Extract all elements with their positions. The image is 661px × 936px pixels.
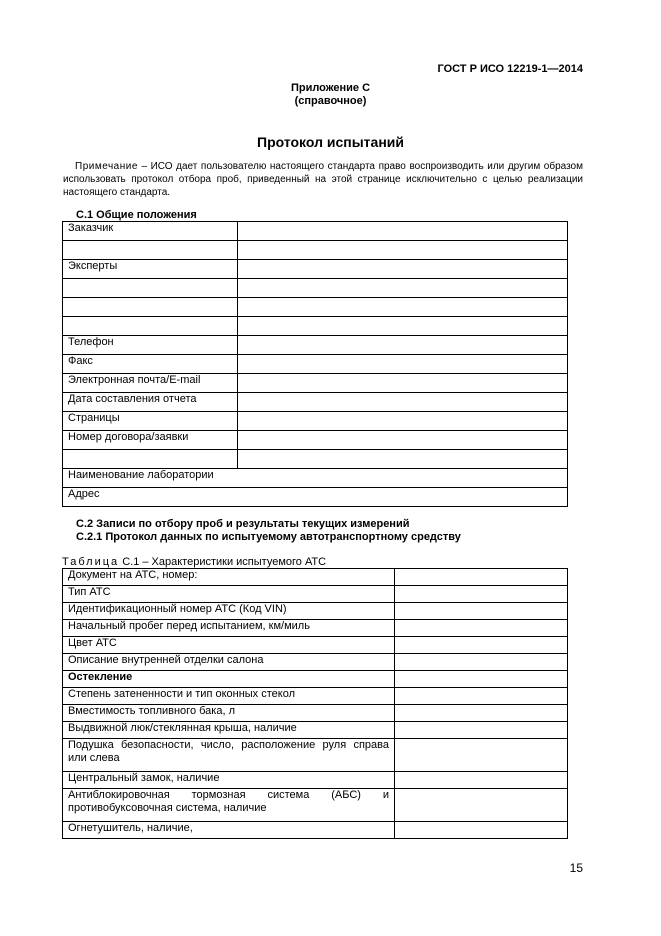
field-value-cell[interactable] (238, 222, 568, 241)
field-label: Эксперты (63, 260, 238, 279)
field-label: Заказчик (63, 222, 238, 241)
characteristic-value-cell[interactable] (395, 637, 568, 654)
table-row (63, 671, 568, 688)
characteristic-label: Вместимость топливного бака, л (63, 705, 395, 722)
table-row (63, 654, 568, 671)
characteristic-label: Антиблокировочная тормозная система (АБС) и противобуксовочная система, наличие (63, 789, 395, 822)
characteristic-value-cell[interactable] (395, 654, 568, 671)
field-label: Адрес (63, 488, 568, 507)
table-row (63, 569, 568, 586)
characteristic-label: Начальный пробег перед испытанием, км/миль (63, 620, 395, 637)
characteristic-value-cell[interactable] (395, 569, 568, 586)
field-label: Страницы (63, 412, 238, 431)
table-row (63, 412, 568, 431)
vehicle-characteristics-table (62, 568, 568, 839)
characteristic-label: Остекление (63, 671, 395, 688)
field-value-cell[interactable] (238, 355, 568, 374)
characteristic-label: Огнетушитель, наличие, (63, 822, 395, 839)
table-caption-text: С.1 – Характеристики испытуемого АТС (119, 556, 327, 568)
table-row (63, 336, 568, 355)
table-row (63, 241, 568, 260)
table-row (63, 355, 568, 374)
characteristic-label: Степень затененности и тип оконных стекол (63, 688, 395, 705)
field-label: Номер договора/заявки (63, 431, 238, 450)
field-label (63, 241, 238, 260)
note-text: – ИСО дает пользователю настоящего стандарта право воспроизводить или другим образом использовать протокол отбора проб, приведенный на этой странице исключительно с целью реализации настоящего стандарта. (63, 161, 583, 198)
table-row (63, 739, 568, 772)
characteristic-value-cell[interactable] (395, 586, 568, 603)
table-row (63, 393, 568, 412)
table-row (63, 431, 568, 450)
table-row (63, 488, 568, 507)
field-value-cell[interactable] (238, 336, 568, 355)
appendix-title: Приложение С (290, 82, 371, 94)
table-row (63, 603, 568, 620)
field-label (63, 317, 238, 336)
characteristic-value-cell[interactable] (395, 671, 568, 688)
table-row (63, 586, 568, 603)
field-label (63, 450, 238, 469)
table-row (63, 222, 568, 241)
table-row (63, 279, 568, 298)
section-2-title: С.2 Записи по отбору проб и результаты текущих измерений (76, 518, 410, 530)
section-2-1-title: С.2.1 Протокол данных по испытуемому автотранспортному средству (76, 531, 461, 543)
table-row (63, 469, 568, 488)
appendix-subtitle: (справочное) (294, 95, 367, 107)
characteristic-label: Центральный замок, наличие (63, 772, 395, 789)
characteristic-label: Тип АТС (63, 586, 395, 603)
note-paragraph (63, 160, 583, 199)
note-label: Примечание (75, 161, 138, 172)
field-value-cell[interactable] (238, 241, 568, 260)
table-row (63, 260, 568, 279)
field-value-cell[interactable] (238, 260, 568, 279)
page-number: 15 (569, 861, 583, 875)
table-row (63, 705, 568, 722)
characteristic-value-cell[interactable] (395, 822, 568, 839)
characteristic-value-cell[interactable] (395, 705, 568, 722)
characteristic-value-cell[interactable] (395, 603, 568, 620)
field-label: Факс (63, 355, 238, 374)
table-row (63, 374, 568, 393)
field-label: Наименование лаборатории (63, 469, 568, 488)
characteristic-value-cell[interactable] (395, 688, 568, 705)
characteristic-value-cell[interactable] (395, 739, 568, 772)
characteristic-value-cell[interactable] (395, 789, 568, 822)
table-row (63, 450, 568, 469)
field-label: Электронная почта/E-mail (63, 374, 238, 393)
field-value-cell[interactable] (238, 431, 568, 450)
characteristic-value-cell[interactable] (395, 620, 568, 637)
field-label: Телефон (63, 336, 238, 355)
table-caption-prefix: Таблица (62, 556, 120, 568)
table-caption (62, 556, 326, 568)
characteristic-label: Идентификационный номер АТС (Код VIN) (63, 603, 395, 620)
table-row (63, 620, 568, 637)
table-row (63, 637, 568, 654)
table-row (63, 317, 568, 336)
characteristic-label: Цвет АТС (63, 637, 395, 654)
characteristic-label: Документ на АТС, номер: (63, 569, 395, 586)
field-label (63, 298, 238, 317)
field-value-cell[interactable] (238, 393, 568, 412)
table-row (63, 722, 568, 739)
characteristic-value-cell[interactable] (395, 722, 568, 739)
field-value-cell[interactable] (238, 412, 568, 431)
table-row (63, 688, 568, 705)
field-value-cell[interactable] (238, 298, 568, 317)
section-1-title: С.1 Общие положения (76, 209, 197, 221)
table-row (63, 822, 568, 839)
page-title: Протокол испытаний (257, 134, 404, 150)
field-value-cell[interactable] (238, 450, 568, 469)
table-row (63, 298, 568, 317)
characteristic-label: Описание внутренней отделки салона (63, 654, 395, 671)
field-label: Дата составления отчета (63, 393, 238, 412)
field-label (63, 279, 238, 298)
characteristic-label: Выдвижной люк/стеклянная крыша, наличие (63, 722, 395, 739)
document-id: ГОСТ Р ИСО 12219-1—2014 (437, 63, 583, 75)
field-value-cell[interactable] (238, 279, 568, 298)
general-info-table (62, 221, 568, 507)
field-value-cell[interactable] (238, 374, 568, 393)
table-row (63, 789, 568, 822)
table-row (63, 772, 568, 789)
field-value-cell[interactable] (238, 317, 568, 336)
characteristic-label: Подушка безопасности, число, расположение руля справа или слева (63, 739, 395, 772)
characteristic-value-cell[interactable] (395, 772, 568, 789)
appendix-heading (0, 82, 661, 108)
